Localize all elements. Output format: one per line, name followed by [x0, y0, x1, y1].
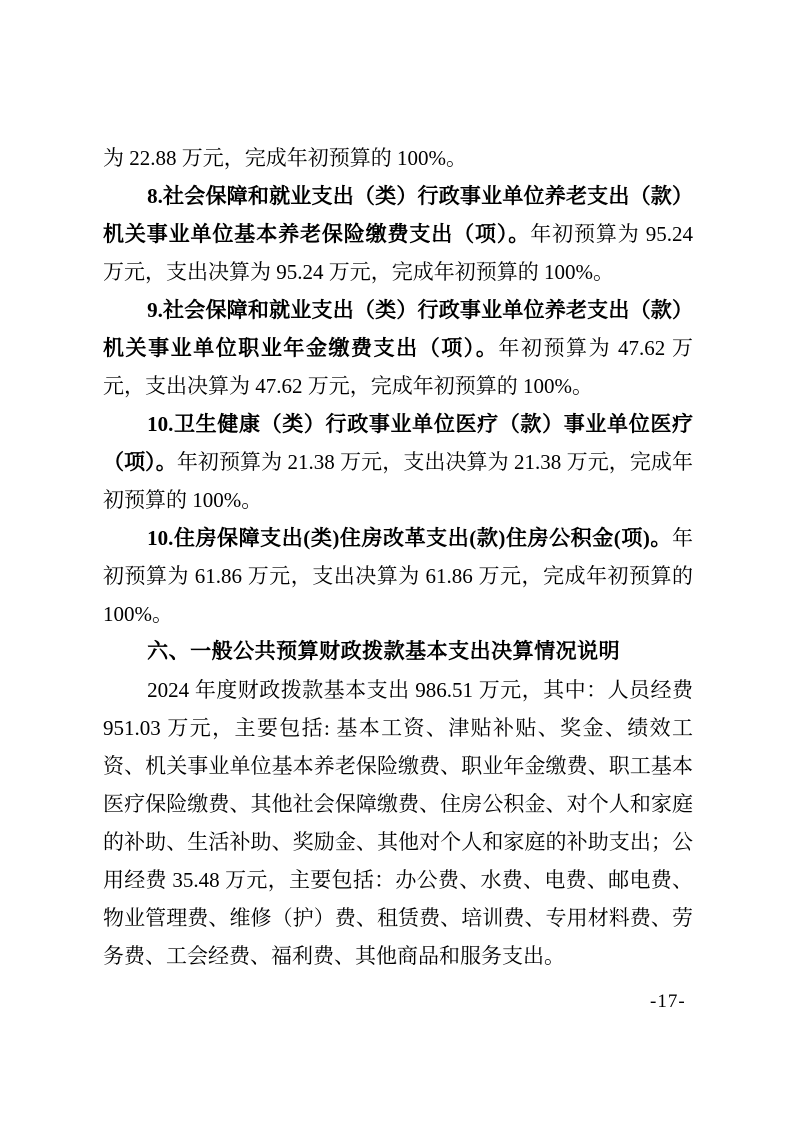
- item-10-housing-title: 10.住房保障支出(类)住房改革支出(款)住房公积金(项)。: [147, 526, 672, 550]
- page-number: -17-: [650, 991, 686, 1012]
- paragraph-item-10-health: [103, 405, 693, 519]
- paragraph-item-10-housing: [103, 519, 693, 633]
- section-heading: 六、一般公共预算财政拨款基本支出决算情况说明: [147, 640, 621, 663]
- item-8-title: 8.社会保障和就业支出（类）行政事业单位养老支出（款）机关事业单位基本养老保险缴费支出（项）。: [103, 184, 693, 246]
- paragraph-item-9: [103, 291, 693, 405]
- item-8-detail: 年初预算为 95.24 万元，支出决算为 95.24 万元，完成年初预算的 100%。: [103, 222, 694, 284]
- item-9-detail: 年初预算为 47.62 万元，支出决算为 47.62 万元，完成年初预算的 100%。: [103, 336, 694, 398]
- section-body: 2024 年度财政拨款基本支出 986.51 万元，其中：人员经费 951.03 万元，主要包括: 基本工资、津贴补贴、奖金、绩效工资、机关事业单位基本养老保险缴费、职业年金缴费、职工基本医疗保险缴费、其他社会保障缴费、住房公积金、对个人和家庭的补助、生活补助、奖励金、其他对个人和家庭的补助支出；公用经费 35.48 万元，主要包括：办公费、水费、电费、邮电费、物业管理费、维修（护）费、租赁费、培训费、专用材料费、劳务费、工会经费、福利费、其他商品和服务支出。: [103, 678, 693, 968]
- item-10-health-detail: 年初预算为 21.38 万元，支出决算为 21.38 万元，完成年初预算的 100%。: [103, 450, 694, 512]
- item-10-health-title: 10.卫生健康（类）行政事业单位医疗（款）事业单位医疗（项）。: [103, 412, 693, 474]
- paragraph-item-8: [103, 177, 693, 291]
- page-content: [103, 139, 693, 975]
- paragraph-continuation: 为 22.88 万元，完成年初预算的 100%。: [103, 146, 467, 170]
- item-10-housing-detail: 年初预算为 61.86 万元，支出决算为 61.86 万元，完成年初预算的 100%。: [103, 526, 693, 626]
- item-9-title: 9.社会保障和就业支出（类）行政事业单位养老支出（款）机关事业单位职业年金缴费支出（项）。: [103, 298, 693, 360]
